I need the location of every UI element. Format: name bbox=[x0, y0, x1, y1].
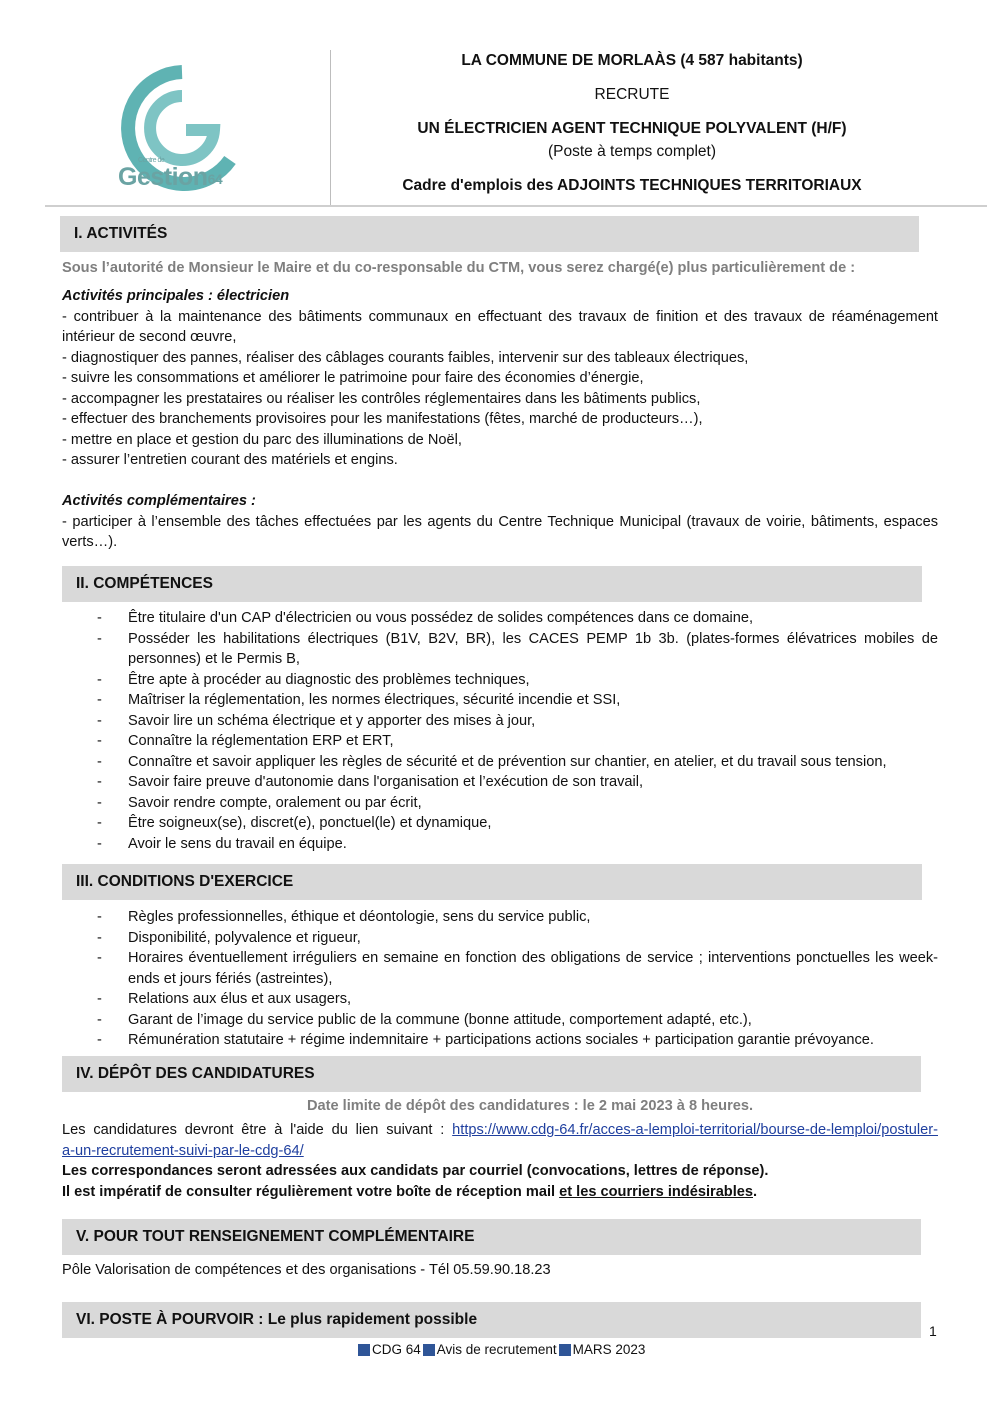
section-renseignement-title: V. POUR TOUT RENSEIGNEMENT COMPLÉMENTAIRE bbox=[62, 1219, 921, 1255]
section-depot-title: IV. DÉPÔT DES CANDIDATURES bbox=[62, 1056, 921, 1092]
list-item: - Connaître et savoir appliquer les règles de sécurité et de prévention sur chantier, en atelier, et du travail sous tension, bbox=[62, 752, 938, 773]
list-item: - Rémunération statutaire + régime indemnitaire + participations actions sociales + participation garantie prévoyance. bbox=[62, 1030, 938, 1051]
list-item: - Relations aux élus et aux usagers, bbox=[62, 989, 938, 1010]
header-divider bbox=[330, 50, 331, 205]
depot-check-suffix: . bbox=[753, 1184, 758, 1200]
list-item: - Avoir le sens du travail en équipe. bbox=[62, 834, 938, 855]
list-item: - Disponibilité, polyvalence et rigueur, bbox=[62, 928, 938, 949]
activites-item: - effectuer des branchements provisoires pour les manifestations (fêtes, marché de producteurs…), bbox=[62, 411, 703, 427]
header-rule bbox=[45, 205, 987, 207]
logo-wordmark bbox=[118, 157, 223, 192]
footer-square-icon bbox=[559, 1344, 571, 1356]
section-conditions-title: III. CONDITIONS D'EXERCICE bbox=[62, 864, 922, 900]
activites-main-heading: Activités principales : électricien bbox=[62, 288, 290, 304]
activites-main-block bbox=[62, 286, 938, 471]
depot-check-prefix: Il est impératif de consulter régulièrement votre boîte de réception mail bbox=[62, 1184, 556, 1200]
list-item: - Savoir rendre compte, oralement ou par écrit, bbox=[62, 793, 938, 814]
footer-square-icon bbox=[358, 1344, 370, 1356]
depot-link[interactable]: https://www.cdg-64.fr/acces-a-lemploi-territorial/bourse-de-lemploi/postuler-a-un-recrutement-suivi-par-le-cdg-64/ bbox=[62, 1122, 938, 1159]
depot-deadline: Date limite de dépôt des candidatures : le 2 mai 2023 à 8 heures. bbox=[306, 1098, 754, 1114]
list-item: - Maîtriser la réglementation, les normes électriques, sécurité incendie et SSI, bbox=[62, 690, 938, 711]
activites-item: - suivre les consommations et améliorer le patrimoine pour faire des économies d’énergie, bbox=[62, 370, 644, 386]
list-item: - Horaires éventuellement irréguliers en semaine en fonction des obligations de service ; interventions ponctuelles les week-ends et jours fériés (astreintes), bbox=[62, 948, 938, 989]
list-item: - Savoir faire preuve d'autonomie dans l'organisation et l’exécution de son travail, bbox=[62, 772, 938, 793]
page-number: 1 bbox=[929, 1323, 937, 1339]
logo-number: 64 bbox=[207, 171, 223, 187]
list-item: - Être titulaire d'un CAP d'électricien ou vous possédez de solides compétences dans ce domaine, bbox=[62, 608, 938, 629]
list-item: - Savoir lire un schéma électrique et y apporter des mises à jour, bbox=[62, 711, 938, 732]
logo-brand: Gestion bbox=[118, 163, 208, 191]
renseignement-contact: Pôle Valorisation de compétences et des organisations - Tél 05.59.90.18.23 bbox=[62, 1262, 551, 1278]
footer-item: Avis de recrutement bbox=[436, 1342, 557, 1357]
header-cadre: Cadre d'emplois des ADJOINTS TECHNIQUES TERRITORIAUX bbox=[402, 177, 862, 194]
header-commune: LA COMMUNE DE MORLAÀS (4 587 habitants) bbox=[461, 52, 803, 69]
depot-link-paragraph bbox=[62, 1120, 938, 1161]
footer-square-icon bbox=[423, 1344, 435, 1356]
activites-comp-heading: Activités complémentaires : bbox=[62, 493, 256, 509]
activites-item: - mettre en place et gestion du parc des illuminations de Noël, bbox=[62, 431, 462, 448]
conditions-list bbox=[62, 907, 938, 1051]
header-recrute: RECRUTE bbox=[594, 86, 670, 103]
list-item: - Être apte à procéder au diagnostic des problèmes techniques, bbox=[62, 670, 938, 691]
depot-check bbox=[62, 1182, 938, 1203]
footer bbox=[358, 1342, 645, 1357]
header-job-title: UN ÉLECTRICIEN AGENT TECHNIQUE POLYVALENT (H/F) bbox=[417, 120, 847, 137]
activites-comp-item: - participer à l’ensemble des tâches effectuées par les agents du Centre Technique Municipal (travaux de voirie, bâtiments, espaces verts…). bbox=[62, 513, 938, 550]
depot-check-underlined: et les courriers indésirables bbox=[559, 1184, 754, 1200]
depot-link-intro: Les candidatures devront être à l'aide du lien suivant : bbox=[62, 1122, 445, 1138]
depot-correspondance: Les correspondances seront adressées aux candidats par courriel (convocations, lettres de réponse). bbox=[62, 1163, 769, 1179]
footer-item: MARS 2023 bbox=[572, 1342, 646, 1357]
activites-item: - accompagner les prestataires ou réaliser les contrôles réglementaires dans les bâtiments publics, bbox=[62, 390, 701, 407]
list-item: - Règles professionnelles, éthique et déontologie, sens du service public, bbox=[62, 907, 938, 928]
footer-item: CDG 64 bbox=[372, 1342, 421, 1357]
section-poste-title: VI. POSTE À POURVOIR : Le plus rapidement possible bbox=[62, 1302, 921, 1338]
competences-list bbox=[62, 608, 938, 854]
list-item: - Connaître la réglementation ERP et ERT, bbox=[62, 731, 938, 752]
activites-intro: Sous l’autorité de Monsieur le Maire et du co-responsable du CTM, vous serez chargé(e) plus particulièrement de : bbox=[62, 260, 856, 276]
section-activites-title: I. ACTIVITÉS bbox=[60, 216, 919, 252]
activites-item: - contribuer à la maintenance des bâtiments communaux en effectuant des travaux de finition et des travaux de réaménagement intérieur de second œuvre, bbox=[62, 308, 938, 345]
activites-comp-block bbox=[62, 491, 938, 553]
list-item: - Être soigneux(se), discret(e), ponctuel(le) et dynamique, bbox=[62, 813, 938, 834]
section-competences-title: II. COMPÉTENCES bbox=[62, 566, 922, 602]
list-item: - Posséder les habilitations électriques (B1V, B2V, BR), les CACES PEMP 1b 3b. (plates-formes élévatrices mobiles de personnes) et le Permis B, bbox=[62, 629, 938, 670]
logo-small-text: Centre de bbox=[138, 157, 165, 164]
header-time: (Poste à temps complet) bbox=[548, 143, 716, 160]
list-item: - Garant de l’image du service public de la commune (bonne attitude, comportement adapté, etc.), bbox=[62, 1010, 938, 1031]
activites-item: - assurer l’entretien courant des matériels et engins. bbox=[62, 452, 398, 468]
activites-item: - diagnostiquer des pannes, réaliser des câblages courants faibles, intervenir sur des tableaux électriques, bbox=[62, 349, 749, 366]
